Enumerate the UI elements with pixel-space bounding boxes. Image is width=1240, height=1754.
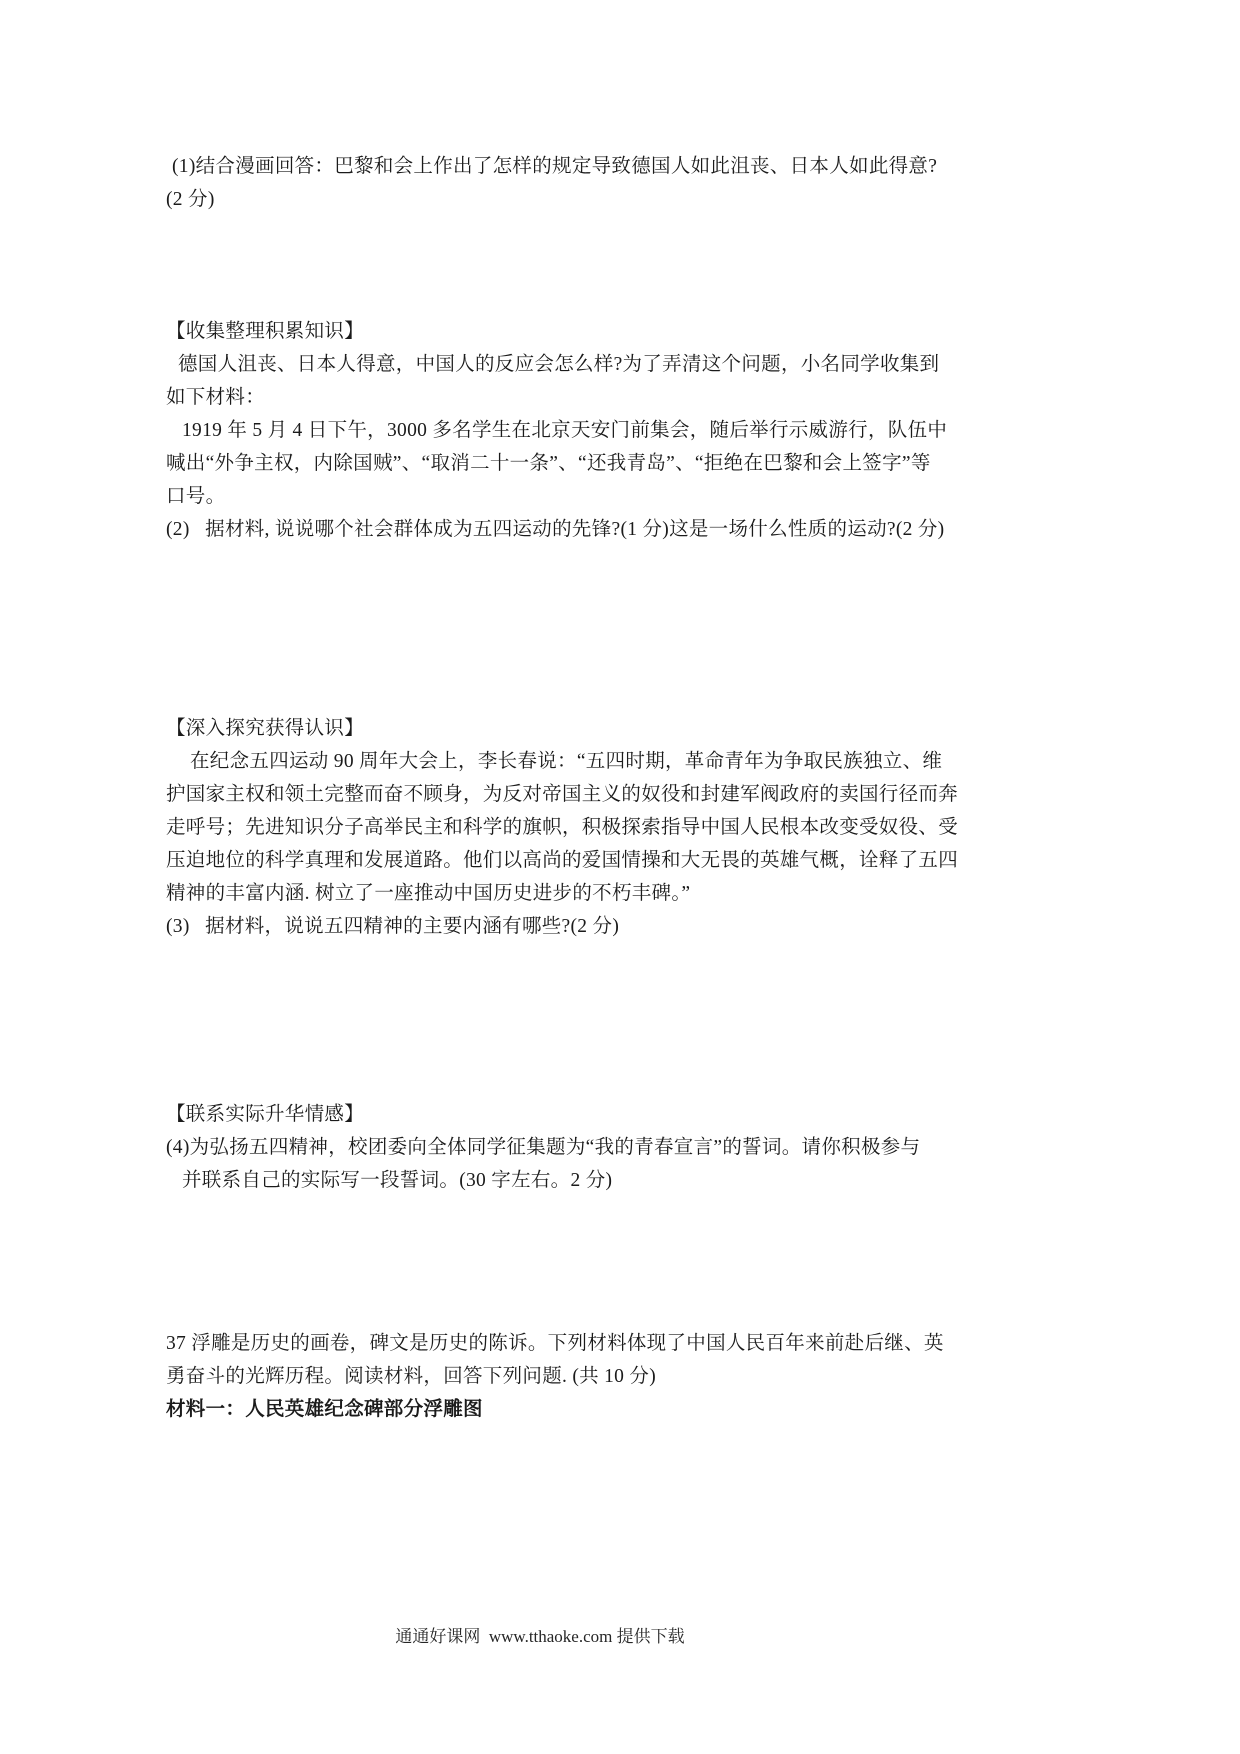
question-1-text: (1)结合漫画回答：巴黎和会上作出了怎样的规定导致德国人如此沮丧、日本人如此得意?: [172, 156, 938, 177]
explore-section: [166, 712, 958, 943]
collect-section: [166, 315, 947, 546]
explore-material-line: 在纪念五四运动 90 周年大会上，李长春说：“五四时期，革命青年为争取民族独立、维: [190, 751, 943, 772]
collect-heading: 【收集整理积累知识】: [166, 321, 365, 342]
explore-material-line: 护国家主权和领土完整而奋不顾身，为反对帝国主义的奴役和封建军阀政府的卖国行径而奔: [166, 784, 959, 805]
question-37-block: [166, 1327, 944, 1426]
site-footer: 通通好课网 www.tthaoke.com 提供下载: [395, 1627, 685, 1646]
question-4-text: (4)为弘扬五四精神，校团委向全体同学征集题为“我的青春宣言”的誓词。请你积极参与: [166, 1137, 921, 1158]
question-4-text: 并联系自己的实际写一段誓词。(30 字左右。2 分): [182, 1170, 613, 1191]
collect-material-line: 1919 年 5 月 4 日下午，3000 多名学生在北京天安门前集会，随后举行示威游行，队伍中: [182, 420, 948, 441]
question-3-text: (3) 据材料，说说五四精神的主要内涵有哪些?(2 分): [166, 916, 620, 937]
question-1-block: [166, 150, 937, 216]
connect-section: [166, 1098, 920, 1197]
explore-material-line: 压迫地位的科学真理和发展道路。他们以高尚的爱国情操和大无畏的英雄气概，诠释了五四: [166, 850, 959, 871]
explore-material-line: 走呼号；先进知识分子高举民主和科学的旗帜，积极探索指导中国人民根本改变受奴役、受: [166, 817, 959, 838]
question-2-text: (2) 据材料, 说说哪个社会群体成为五四运动的先锋?(1 分)这是一场什么性质的运动?(2 分): [166, 519, 945, 540]
material-one-label: 材料一：人民英雄纪念碑部分浮雕图: [166, 1399, 483, 1420]
collect-intro-line: 德国人沮丧、日本人得意，中国人的反应会怎么样?为了弄清这个问题，小名同学收集到: [178, 354, 940, 375]
collect-intro-line: 如下材料：: [166, 387, 266, 408]
connect-heading: 【联系实际升华情感】: [166, 1104, 365, 1125]
collect-material-line: 喊出“外争主权，内除国贼”、“取消二十一条”、“还我青岛”、“拒绝在巴黎和会上签字”等: [166, 453, 931, 474]
collect-material-line: 口号。: [166, 486, 226, 507]
question-37-intro-line: 勇奋斗的光辉历程。阅读材料，回答下列问题. (共 10 分): [166, 1366, 656, 1387]
explore-material-line: 精神的丰富内涵. 树立了一座推动中国历史进步的不朽丰碑。”: [166, 883, 691, 904]
question-37-intro-line: 37 浮雕是历史的画卷，碑文是历史的陈诉。下列材料体现了中国人民百年来前赴后继、英: [166, 1333, 944, 1354]
explore-heading: 【深入探究获得认识】: [166, 718, 365, 739]
question-1-points: (2 分): [166, 189, 215, 210]
